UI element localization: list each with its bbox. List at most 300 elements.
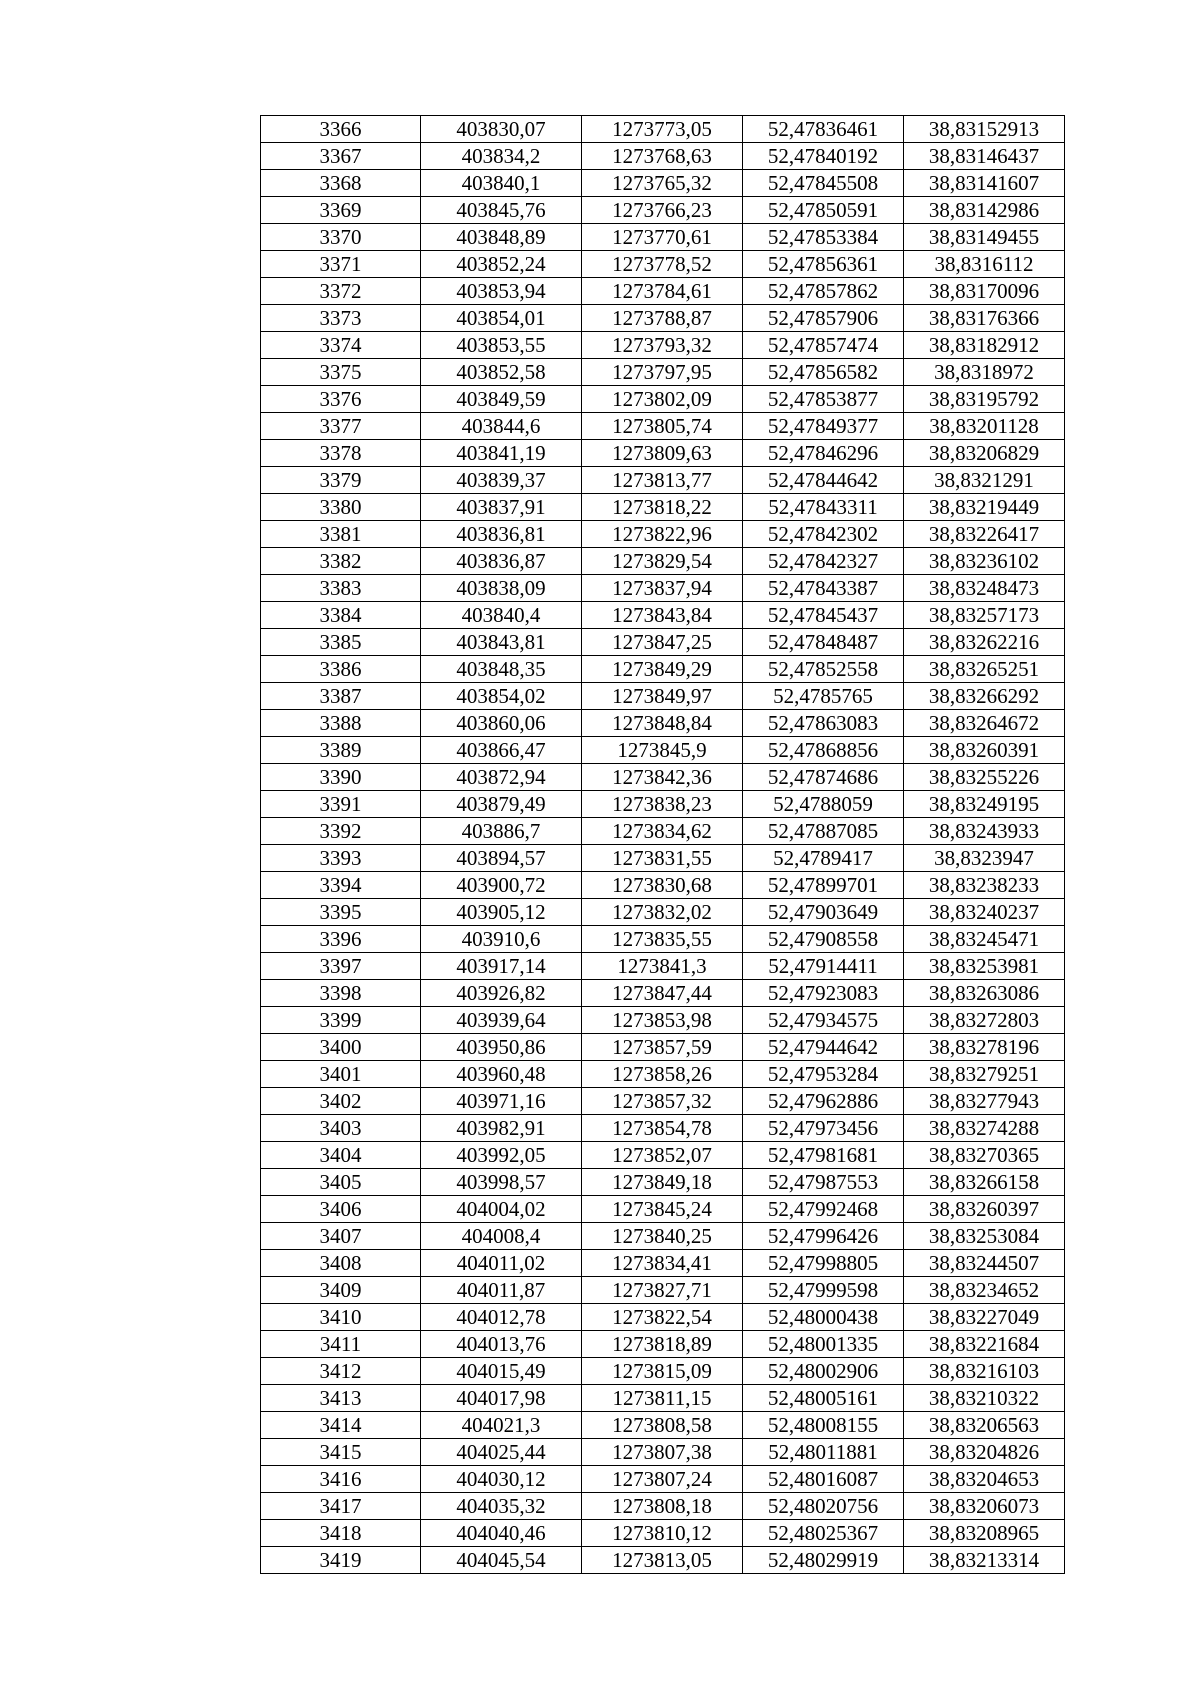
longitude-cell: 38,83142986: [904, 197, 1065, 224]
longitude-cell: 38,83240237: [904, 899, 1065, 926]
longitude-cell: 38,83234652: [904, 1277, 1065, 1304]
y-coordinate-cell: 1273829,54: [582, 548, 743, 575]
table-row: [261, 1493, 1065, 1520]
x-coordinate-cell: 404045,54: [421, 1547, 582, 1574]
point-number-cell: 3384: [261, 602, 421, 629]
point-number-cell: 3391: [261, 791, 421, 818]
point-number-cell: 3419: [261, 1547, 421, 1574]
table-row: [261, 656, 1065, 683]
point-number-cell: 3397: [261, 953, 421, 980]
y-coordinate-cell: 1273827,71: [582, 1277, 743, 1304]
y-coordinate-cell: 1273857,32: [582, 1088, 743, 1115]
longitude-cell: 38,83206829: [904, 440, 1065, 467]
x-coordinate-cell: 404015,49: [421, 1358, 582, 1385]
latitude-cell: 52,48025367: [743, 1520, 904, 1547]
point-number-cell: 3395: [261, 899, 421, 926]
longitude-cell: 38,83213314: [904, 1547, 1065, 1574]
table-row: [261, 575, 1065, 602]
y-coordinate-cell: 1273837,94: [582, 575, 743, 602]
table-row: [261, 980, 1065, 1007]
latitude-cell: 52,47923083: [743, 980, 904, 1007]
longitude-cell: 38,83253084: [904, 1223, 1065, 1250]
point-number-cell: 3415: [261, 1439, 421, 1466]
y-coordinate-cell: 1273831,55: [582, 845, 743, 872]
longitude-cell: 38,83195792: [904, 386, 1065, 413]
y-coordinate-cell: 1273847,25: [582, 629, 743, 656]
latitude-cell: 52,47903649: [743, 899, 904, 926]
y-coordinate-cell: 1273854,78: [582, 1115, 743, 1142]
latitude-cell: 52,47944642: [743, 1034, 904, 1061]
y-coordinate-cell: 1273778,52: [582, 251, 743, 278]
point-number-cell: 3417: [261, 1493, 421, 1520]
longitude-cell: 38,83206073: [904, 1493, 1065, 1520]
point-number-cell: 3396: [261, 926, 421, 953]
table-row: [261, 440, 1065, 467]
point-number-cell: 3377: [261, 413, 421, 440]
x-coordinate-cell: 403853,94: [421, 278, 582, 305]
point-number-cell: 3413: [261, 1385, 421, 1412]
table-row: [261, 170, 1065, 197]
longitude-cell: 38,83146437: [904, 143, 1065, 170]
table-row: [261, 386, 1065, 413]
y-coordinate-cell: 1273802,09: [582, 386, 743, 413]
latitude-cell: 52,4788059: [743, 791, 904, 818]
table-row: [261, 845, 1065, 872]
x-coordinate-cell: 403905,12: [421, 899, 582, 926]
x-coordinate-cell: 403982,91: [421, 1115, 582, 1142]
point-number-cell: 3371: [261, 251, 421, 278]
point-number-cell: 3404: [261, 1142, 421, 1169]
y-coordinate-cell: 1273830,68: [582, 872, 743, 899]
x-coordinate-cell: 404004,02: [421, 1196, 582, 1223]
x-coordinate-cell: 403854,01: [421, 305, 582, 332]
point-number-cell: 3383: [261, 575, 421, 602]
point-number-cell: 3399: [261, 1007, 421, 1034]
x-coordinate-cell: 403998,57: [421, 1169, 582, 1196]
longitude-cell: 38,83170096: [904, 278, 1065, 305]
y-coordinate-cell: 1273822,96: [582, 521, 743, 548]
longitude-cell: 38,8321291: [904, 467, 1065, 494]
longitude-cell: 38,83221684: [904, 1331, 1065, 1358]
x-coordinate-cell: 403838,09: [421, 575, 582, 602]
y-coordinate-cell: 1273857,59: [582, 1034, 743, 1061]
y-coordinate-cell: 1273784,61: [582, 278, 743, 305]
longitude-cell: 38,83176366: [904, 305, 1065, 332]
x-coordinate-cell: 403854,02: [421, 683, 582, 710]
x-coordinate-cell: 404012,78: [421, 1304, 582, 1331]
latitude-cell: 52,47852558: [743, 656, 904, 683]
latitude-cell: 52,47843387: [743, 575, 904, 602]
x-coordinate-cell: 403830,07: [421, 116, 582, 143]
x-coordinate-cell: 404040,46: [421, 1520, 582, 1547]
latitude-cell: 52,47849377: [743, 413, 904, 440]
latitude-cell: 52,47868856: [743, 737, 904, 764]
y-coordinate-cell: 1273838,23: [582, 791, 743, 818]
latitude-cell: 52,47857474: [743, 332, 904, 359]
longitude-cell: 38,83266158: [904, 1169, 1065, 1196]
point-number-cell: 3370: [261, 224, 421, 251]
longitude-cell: 38,83204653: [904, 1466, 1065, 1493]
latitude-cell: 52,47846296: [743, 440, 904, 467]
longitude-cell: 38,83263086: [904, 980, 1065, 1007]
latitude-cell: 52,47850591: [743, 197, 904, 224]
latitude-cell: 52,47874686: [743, 764, 904, 791]
x-coordinate-cell: 403939,64: [421, 1007, 582, 1034]
x-coordinate-cell: 403840,1: [421, 170, 582, 197]
longitude-cell: 38,83206563: [904, 1412, 1065, 1439]
latitude-cell: 52,47853384: [743, 224, 904, 251]
latitude-cell: 52,47845437: [743, 602, 904, 629]
table-row: [261, 332, 1065, 359]
longitude-cell: 38,83265251: [904, 656, 1065, 683]
point-number-cell: 3410: [261, 1304, 421, 1331]
latitude-cell: 52,47981681: [743, 1142, 904, 1169]
latitude-cell: 52,47987553: [743, 1169, 904, 1196]
latitude-cell: 52,47843311: [743, 494, 904, 521]
y-coordinate-cell: 1273849,97: [582, 683, 743, 710]
longitude-cell: 38,83149455: [904, 224, 1065, 251]
x-coordinate-cell: 403900,72: [421, 872, 582, 899]
latitude-cell: 52,48000438: [743, 1304, 904, 1331]
x-coordinate-cell: 404030,12: [421, 1466, 582, 1493]
x-coordinate-cell: 403836,81: [421, 521, 582, 548]
x-coordinate-cell: 403840,4: [421, 602, 582, 629]
longitude-cell: 38,83226417: [904, 521, 1065, 548]
point-number-cell: 3382: [261, 548, 421, 575]
table-row: [261, 818, 1065, 845]
table-row: [261, 1061, 1065, 1088]
longitude-cell: 38,83245471: [904, 926, 1065, 953]
longitude-cell: 38,83260397: [904, 1196, 1065, 1223]
x-coordinate-cell: 403841,19: [421, 440, 582, 467]
table-row: [261, 1142, 1065, 1169]
point-number-cell: 3379: [261, 467, 421, 494]
table-row: [261, 737, 1065, 764]
longitude-cell: 38,83208965: [904, 1520, 1065, 1547]
table-row: [261, 791, 1065, 818]
point-number-cell: 3376: [261, 386, 421, 413]
latitude-cell: 52,48008155: [743, 1412, 904, 1439]
longitude-cell: 38,83248473: [904, 575, 1065, 602]
y-coordinate-cell: 1273807,24: [582, 1466, 743, 1493]
latitude-cell: 52,47840192: [743, 143, 904, 170]
longitude-cell: 38,83236102: [904, 548, 1065, 575]
y-coordinate-cell: 1273834,41: [582, 1250, 743, 1277]
longitude-cell: 38,83152913: [904, 116, 1065, 143]
point-number-cell: 3388: [261, 710, 421, 737]
x-coordinate-cell: 404035,32: [421, 1493, 582, 1520]
y-coordinate-cell: 1273858,26: [582, 1061, 743, 1088]
latitude-cell: 52,47914411: [743, 953, 904, 980]
table-row: [261, 1196, 1065, 1223]
latitude-cell: 52,47962886: [743, 1088, 904, 1115]
longitude-cell: 38,83264672: [904, 710, 1065, 737]
table-row: [261, 1223, 1065, 1250]
table-row: [261, 224, 1065, 251]
y-coordinate-cell: 1273773,05: [582, 116, 743, 143]
point-number-cell: 3393: [261, 845, 421, 872]
latitude-cell: 52,47842327: [743, 548, 904, 575]
longitude-cell: 38,83272803: [904, 1007, 1065, 1034]
table-row: [261, 305, 1065, 332]
longitude-cell: 38,83141607: [904, 170, 1065, 197]
table-row: [261, 548, 1065, 575]
latitude-cell: 52,47842302: [743, 521, 904, 548]
x-coordinate-cell: 403917,14: [421, 953, 582, 980]
x-coordinate-cell: 404011,02: [421, 1250, 582, 1277]
longitude-cell: 38,83278196: [904, 1034, 1065, 1061]
latitude-cell: 52,47844642: [743, 467, 904, 494]
y-coordinate-cell: 1273849,29: [582, 656, 743, 683]
point-number-cell: 3412: [261, 1358, 421, 1385]
table-row: [261, 1439, 1065, 1466]
table-row: [261, 494, 1065, 521]
longitude-cell: 38,83219449: [904, 494, 1065, 521]
point-number-cell: 3367: [261, 143, 421, 170]
y-coordinate-cell: 1273849,18: [582, 1169, 743, 1196]
y-coordinate-cell: 1273815,09: [582, 1358, 743, 1385]
x-coordinate-cell: 403848,89: [421, 224, 582, 251]
point-number-cell: 3401: [261, 1061, 421, 1088]
x-coordinate-cell: 403910,6: [421, 926, 582, 953]
point-number-cell: 3403: [261, 1115, 421, 1142]
y-coordinate-cell: 1273835,55: [582, 926, 743, 953]
x-coordinate-cell: 403843,81: [421, 629, 582, 656]
table-row: [261, 710, 1065, 737]
latitude-cell: 52,48020756: [743, 1493, 904, 1520]
latitude-cell: 52,48005161: [743, 1385, 904, 1412]
table-row: [261, 1412, 1065, 1439]
longitude-cell: 38,83260391: [904, 737, 1065, 764]
latitude-cell: 52,48002906: [743, 1358, 904, 1385]
longitude-cell: 38,83227049: [904, 1304, 1065, 1331]
x-coordinate-cell: 403950,86: [421, 1034, 582, 1061]
y-coordinate-cell: 1273805,74: [582, 413, 743, 440]
table-row: [261, 1277, 1065, 1304]
latitude-cell: 52,47953284: [743, 1061, 904, 1088]
point-number-cell: 3414: [261, 1412, 421, 1439]
longitude-cell: 38,83255226: [904, 764, 1065, 791]
latitude-cell: 52,47845508: [743, 170, 904, 197]
x-coordinate-cell: 403886,7: [421, 818, 582, 845]
y-coordinate-cell: 1273766,23: [582, 197, 743, 224]
table-row: [261, 764, 1065, 791]
table-row: [261, 116, 1065, 143]
x-coordinate-cell: 403879,49: [421, 791, 582, 818]
table-row: [261, 1007, 1065, 1034]
table-row: [261, 1520, 1065, 1547]
latitude-cell: 52,48016087: [743, 1466, 904, 1493]
y-coordinate-cell: 1273811,15: [582, 1385, 743, 1412]
table-row: [261, 1304, 1065, 1331]
x-coordinate-cell: 403836,87: [421, 548, 582, 575]
x-coordinate-cell: 403845,76: [421, 197, 582, 224]
y-coordinate-cell: 1273845,9: [582, 737, 743, 764]
longitude-cell: 38,8316112: [904, 251, 1065, 278]
longitude-cell: 38,83266292: [904, 683, 1065, 710]
point-number-cell: 3416: [261, 1466, 421, 1493]
latitude-cell: 52,47853877: [743, 386, 904, 413]
x-coordinate-cell: 403853,55: [421, 332, 582, 359]
latitude-cell: 52,47848487: [743, 629, 904, 656]
latitude-cell: 52,48001335: [743, 1331, 904, 1358]
y-coordinate-cell: 1273847,44: [582, 980, 743, 1007]
latitude-cell: 52,47857862: [743, 278, 904, 305]
y-coordinate-cell: 1273853,98: [582, 1007, 743, 1034]
table-row: [261, 1331, 1065, 1358]
point-number-cell: 3389: [261, 737, 421, 764]
y-coordinate-cell: 1273807,38: [582, 1439, 743, 1466]
longitude-cell: 38,83257173: [904, 602, 1065, 629]
longitude-cell: 38,83243933: [904, 818, 1065, 845]
x-coordinate-cell: 403852,58: [421, 359, 582, 386]
latitude-cell: 52,48029919: [743, 1547, 904, 1574]
latitude-cell: 52,47999598: [743, 1277, 904, 1304]
y-coordinate-cell: 1273852,07: [582, 1142, 743, 1169]
point-number-cell: 3411: [261, 1331, 421, 1358]
point-number-cell: 3398: [261, 980, 421, 1007]
y-coordinate-cell: 1273768,63: [582, 143, 743, 170]
latitude-cell: 52,47856582: [743, 359, 904, 386]
latitude-cell: 52,47973456: [743, 1115, 904, 1142]
table-row: [261, 953, 1065, 980]
x-coordinate-cell: 403844,6: [421, 413, 582, 440]
latitude-cell: 52,47857906: [743, 305, 904, 332]
point-number-cell: 3408: [261, 1250, 421, 1277]
latitude-cell: 52,47887085: [743, 818, 904, 845]
point-number-cell: 3387: [261, 683, 421, 710]
table-row: [261, 143, 1065, 170]
table-row: [261, 629, 1065, 656]
point-number-cell: 3386: [261, 656, 421, 683]
longitude-cell: 38,83279251: [904, 1061, 1065, 1088]
point-number-cell: 3378: [261, 440, 421, 467]
y-coordinate-cell: 1273818,89: [582, 1331, 743, 1358]
table-row: [261, 1250, 1065, 1277]
point-number-cell: 3385: [261, 629, 421, 656]
x-coordinate-cell: 403960,48: [421, 1061, 582, 1088]
table-row: [261, 1034, 1065, 1061]
y-coordinate-cell: 1273841,3: [582, 953, 743, 980]
y-coordinate-cell: 1273848,84: [582, 710, 743, 737]
longitude-cell: 38,83262216: [904, 629, 1065, 656]
y-coordinate-cell: 1273845,24: [582, 1196, 743, 1223]
point-number-cell: 3366: [261, 116, 421, 143]
table-row: [261, 197, 1065, 224]
y-coordinate-cell: 1273840,25: [582, 1223, 743, 1250]
y-coordinate-cell: 1273765,32: [582, 170, 743, 197]
point-number-cell: 3381: [261, 521, 421, 548]
x-coordinate-cell: 403834,2: [421, 143, 582, 170]
x-coordinate-cell: 403992,05: [421, 1142, 582, 1169]
point-number-cell: 3375: [261, 359, 421, 386]
table-row: [261, 1169, 1065, 1196]
x-coordinate-cell: 404017,98: [421, 1385, 582, 1412]
x-coordinate-cell: 403872,94: [421, 764, 582, 791]
table-row: [261, 926, 1065, 953]
x-coordinate-cell: 403860,06: [421, 710, 582, 737]
latitude-cell: 52,47856361: [743, 251, 904, 278]
table-row: [261, 521, 1065, 548]
x-coordinate-cell: 403837,91: [421, 494, 582, 521]
x-coordinate-cell: 403839,37: [421, 467, 582, 494]
longitude-cell: 38,83216103: [904, 1358, 1065, 1385]
point-number-cell: 3390: [261, 764, 421, 791]
table-row: [261, 1547, 1065, 1574]
point-number-cell: 3372: [261, 278, 421, 305]
point-number-cell: 3400: [261, 1034, 421, 1061]
table-row: [261, 602, 1065, 629]
point-number-cell: 3392: [261, 818, 421, 845]
longitude-cell: 38,8318972: [904, 359, 1065, 386]
x-coordinate-cell: 403894,57: [421, 845, 582, 872]
x-coordinate-cell: 404025,44: [421, 1439, 582, 1466]
x-coordinate-cell: 403926,82: [421, 980, 582, 1007]
table-row: [261, 467, 1065, 494]
x-coordinate-cell: 403848,35: [421, 656, 582, 683]
x-coordinate-cell: 403866,47: [421, 737, 582, 764]
latitude-cell: 52,47996426: [743, 1223, 904, 1250]
latitude-cell: 52,4789417: [743, 845, 904, 872]
latitude-cell: 52,4785765: [743, 683, 904, 710]
y-coordinate-cell: 1273808,18: [582, 1493, 743, 1520]
table-row: [261, 899, 1065, 926]
coordinates-table: [260, 115, 1065, 1574]
y-coordinate-cell: 1273797,95: [582, 359, 743, 386]
y-coordinate-cell: 1273793,32: [582, 332, 743, 359]
y-coordinate-cell: 1273813,05: [582, 1547, 743, 1574]
y-coordinate-cell: 1273808,58: [582, 1412, 743, 1439]
x-coordinate-cell: 403852,24: [421, 251, 582, 278]
longitude-cell: 38,83274288: [904, 1115, 1065, 1142]
point-number-cell: 3374: [261, 332, 421, 359]
point-number-cell: 3405: [261, 1169, 421, 1196]
y-coordinate-cell: 1273843,84: [582, 602, 743, 629]
latitude-cell: 52,47934575: [743, 1007, 904, 1034]
table-row: [261, 251, 1065, 278]
table-row: [261, 1385, 1065, 1412]
table-row: [261, 1466, 1065, 1493]
table-row: [261, 413, 1065, 440]
longitude-cell: 38,8323947: [904, 845, 1065, 872]
longitude-cell: 38,83210322: [904, 1385, 1065, 1412]
table-row: [261, 278, 1065, 305]
longitude-cell: 38,83201128: [904, 413, 1065, 440]
y-coordinate-cell: 1273818,22: [582, 494, 743, 521]
longitude-cell: 38,83204826: [904, 1439, 1065, 1466]
table-row: [261, 359, 1065, 386]
latitude-cell: 52,48011881: [743, 1439, 904, 1466]
longitude-cell: 38,83277943: [904, 1088, 1065, 1115]
x-coordinate-cell: 404008,4: [421, 1223, 582, 1250]
point-number-cell: 3406: [261, 1196, 421, 1223]
point-number-cell: 3380: [261, 494, 421, 521]
latitude-cell: 52,47836461: [743, 116, 904, 143]
x-coordinate-cell: 404021,3: [421, 1412, 582, 1439]
point-number-cell: 3407: [261, 1223, 421, 1250]
longitude-cell: 38,83253981: [904, 953, 1065, 980]
y-coordinate-cell: 1273809,63: [582, 440, 743, 467]
y-coordinate-cell: 1273788,87: [582, 305, 743, 332]
y-coordinate-cell: 1273770,61: [582, 224, 743, 251]
x-coordinate-cell: 404011,87: [421, 1277, 582, 1304]
table-row: [261, 683, 1065, 710]
table-row: [261, 1358, 1065, 1385]
point-number-cell: 3368: [261, 170, 421, 197]
coordinates-table-body: [261, 116, 1065, 1574]
longitude-cell: 38,83270365: [904, 1142, 1065, 1169]
table-row: [261, 872, 1065, 899]
